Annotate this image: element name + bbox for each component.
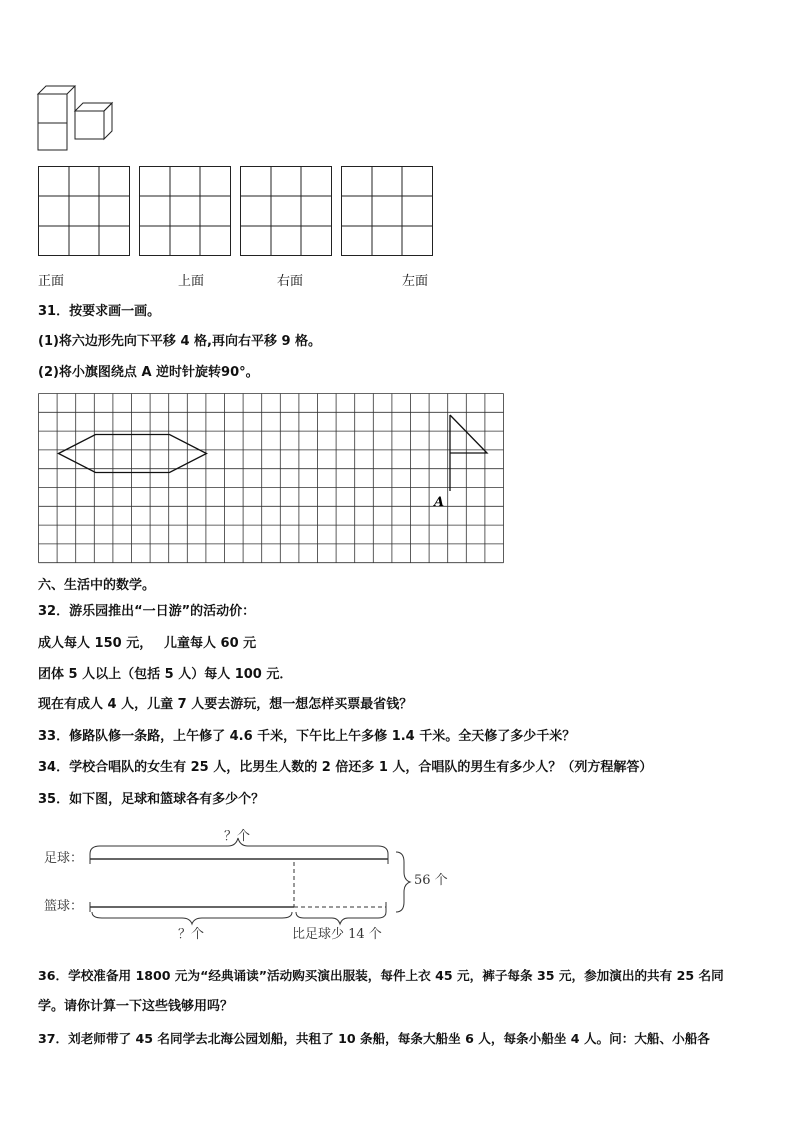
q32-group-price: 团体 5 人以上（包括 5 人）每人 100 元． [38,667,293,682]
section-6-heading: 六、生活中的数学。 [38,578,156,593]
q36-line1: 36．学校准备用 1800 元为“经典诵读”活动购买演出服装，每件上衣 45 元，裤子每条 35 元，参加演出的共有 25 名同 [38,968,724,983]
top-brace-label: ？个 [224,829,251,844]
total-label: 56 个 [414,873,448,888]
football-label: 足球： [44,851,84,866]
label-right: 右面 [277,274,304,289]
q35-line-diagram [38,822,458,948]
view-grid-top[interactable] [139,166,231,256]
view-grid-left[interactable] [341,166,433,256]
flag-shape [450,415,487,491]
q33-text: 33．修路队修一条路，上午修了 4.6 千米，下午比上午多修 1.4 千米。全天修了多少千米？ [38,729,576,744]
q31-title: 31．按要求画一画。 [38,304,161,319]
label-left: 左面 [402,274,429,289]
hexagon-shape [59,435,207,473]
q37-text: 37．刘老师带了 45 名同学去北海公园划船，共租了 10 条船，每条大船坐 6 人，每条小船坐 4 人。问：大船、小船各 [38,1031,710,1046]
point-a-label: A [434,495,445,510]
label-top: 上面 [178,274,205,289]
view-grid-front[interactable] [38,166,130,256]
bottom-brace-label: ？个 [178,927,205,942]
difference-label: 比足球少 14 个 [292,927,382,942]
q36-line2: 学。请你计算一下这些钱够用吗？ [38,999,234,1014]
basketball-label: 篮球： [44,899,84,914]
q35-title: 35．如下图，足球和篮球各有多少个？ [38,792,265,807]
q32-question: 现在有成人 4 人，儿童 7 人要去游玩，想一想怎样买票最省钱？ [38,697,413,712]
q31-part1: (1)将六边形先向下平移 4 格,再向右平移 9 格。 [38,334,322,349]
cube-figure [36,84,116,154]
q31-part2: (2)将小旗图绕点 A 逆时针旋转90°。 [38,365,259,380]
view-grid-right[interactable] [240,166,332,256]
q32-child-price: 儿童每人 60 元 [164,636,257,651]
q34-text: 34．学校合唱队的女生有 25 人，比男生人数的 2 倍还多 1 人，合唱队的男生有多少人？（列方程解答） [38,760,653,775]
q32-title: 32．游乐园推出“一日游”的活动价： [38,604,256,619]
q32-adult-price: 成人每人 150 元， [38,636,153,651]
label-front: 正面 [38,274,65,289]
drawing-grid[interactable] [38,393,508,569]
